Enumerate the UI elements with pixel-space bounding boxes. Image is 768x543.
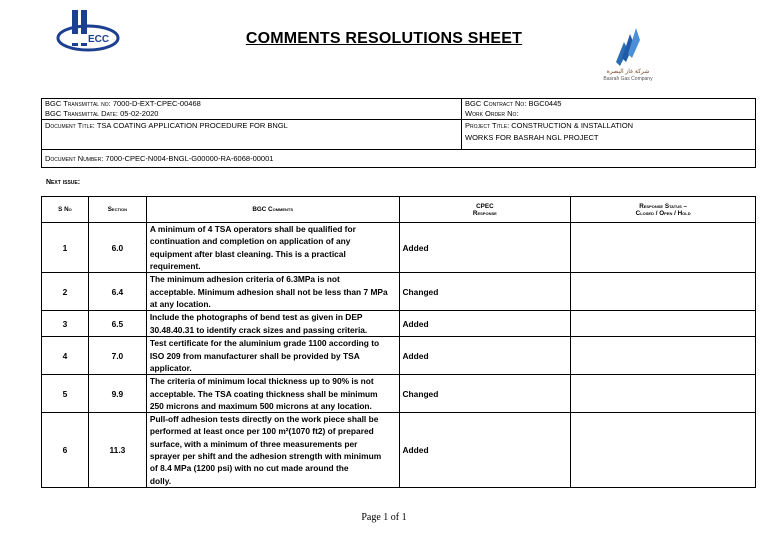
- row-section: 6.0: [88, 223, 146, 273]
- row-sno: 5: [42, 375, 89, 413]
- transmittal-date: BGC Transmittal Date: 05-02-2020: [45, 109, 159, 118]
- col-status-header: [571, 197, 756, 223]
- project-title-cell: [462, 120, 756, 150]
- transmittal-no: BGC Transmittal no: 7000-D-EXT-CPEC-00468: [45, 99, 201, 108]
- row-comment-line: 30.48.40.31 to identify crack sizes and passing criteria.: [149, 324, 368, 335]
- col-sno-header: S No: [42, 197, 89, 223]
- table-row: [42, 273, 756, 311]
- table-row: [42, 375, 756, 413]
- row-section: 9.9: [88, 375, 146, 413]
- project-title-line2: WORKS FOR BASRAH NGL PROJECT: [465, 133, 599, 142]
- row-comment-line: 250 microns and maximum 500 microns at any location.: [149, 400, 372, 411]
- row-comment-line: surface, with a minimum of three measurements per: [149, 438, 358, 449]
- row-status: [571, 311, 756, 337]
- row-comment-line: at any location.: [149, 298, 211, 309]
- row-comment: [146, 273, 399, 311]
- row-comment-line: Pull-off adhesion tests directly on the work piece shall be: [149, 414, 379, 425]
- row-comment-line: sprayer per shift and the adhesion strength with minimum: [149, 451, 382, 462]
- table-row: [42, 413, 756, 488]
- col-response-header: [399, 197, 571, 223]
- row-sno: 2: [42, 273, 89, 311]
- page-number: Page 1 of 1: [361, 512, 407, 523]
- row-comment-line: The minimum adhesion criteria of 6.3MPa is not: [149, 274, 340, 285]
- row-comment-line: requirement.: [149, 260, 201, 271]
- row-section: 7.0: [88, 337, 146, 375]
- row-comment: [146, 337, 399, 375]
- col-status-header-line2: Closed / Open / Hold: [635, 209, 691, 217]
- row-status: [571, 337, 756, 375]
- row-response: Added: [399, 311, 571, 337]
- row-response: Added: [399, 337, 571, 375]
- page-title: COMMENTS RESOLUTIONS SHEET: [245, 30, 523, 47]
- row-comment: [146, 311, 399, 337]
- row-status: [571, 273, 756, 311]
- project-title-line1: Project Title: CONSTRUCTION & INSTALLATION: [465, 121, 634, 130]
- contract-no: BGC Contract No: BGC0445: [465, 99, 562, 108]
- row-comment-line: Include the photographs of bend test as given in DEP: [149, 312, 363, 323]
- row-response: Changed: [399, 375, 571, 413]
- row-comment-line: Test certificate for the aluminium grade 1100 according to: [149, 338, 380, 349]
- table-row: [42, 337, 756, 375]
- document-number: Document Number: 7000-CPEC-N004-BNGL-G00000-RA-6068-00001: [45, 154, 274, 163]
- col-response-header-line1: CPEC: [476, 202, 494, 210]
- row-comment-line: continuation and completion on application of any: [149, 236, 351, 247]
- col-response-header-line2: Response: [472, 209, 497, 217]
- logo-arabic-text: شركة غاز البصرة: [606, 69, 650, 75]
- row-response: Changed: [399, 273, 571, 311]
- table-row: [42, 311, 756, 337]
- row-sno: 6: [42, 413, 89, 488]
- document-title-cell: [42, 120, 462, 150]
- basrah-gas-logo: [596, 22, 660, 84]
- row-section: 6.4: [88, 273, 146, 311]
- row-comment-line: acceptable. The TSA coating thickness shall be minimum: [149, 388, 378, 399]
- col-section-header: Section: [88, 197, 146, 223]
- row-comment-line: applicator.: [149, 362, 192, 373]
- row-comment-line: acceptable. Minimum adhesion shall not be less than 7 MPa: [149, 286, 388, 297]
- table-row: [42, 223, 756, 273]
- row-comment-line: of 8.4 MPa (1200 psi) with no cut made around the: [149, 463, 349, 474]
- row-response: Added: [399, 223, 571, 273]
- document-title: Document Title: TSA COATING APPLICATION PROCEDURE FOR BNGL: [45, 121, 288, 130]
- row-comment: [146, 223, 399, 273]
- work-order-no: Work Order No:: [465, 109, 519, 118]
- document-number-cell: [42, 150, 756, 168]
- row-comment-line: A minimum of 4 TSA operators shall be qualified for: [149, 224, 356, 234]
- row-sno: 3: [42, 311, 89, 337]
- col-status-header-line1: Response Status –: [639, 202, 688, 210]
- row-comment-line: dolly.: [149, 475, 172, 486]
- row-comment: [146, 375, 399, 413]
- row-comment-line: ISO 209 from manufacturer shall be provided by TSA: [149, 350, 360, 361]
- row-comment-line: equipment after blast cleaning. This is a practical: [149, 248, 346, 259]
- row-section: 11.3: [88, 413, 146, 488]
- col-comments-header: BGC Comments: [146, 197, 399, 223]
- row-comment-line: performed at least once per 100 m²(1070 ft2) of prepared: [149, 426, 374, 437]
- transmittal-cell: [42, 99, 462, 120]
- row-status: [571, 375, 756, 413]
- row-sno: 4: [42, 337, 89, 375]
- logo-english-text: Basrah Gas Company: [603, 76, 653, 82]
- row-section: 6.5: [88, 311, 146, 337]
- row-comment-line: The criteria of minimum local thickness up to 90% is not: [149, 376, 374, 387]
- table-header-row: [42, 197, 756, 223]
- contract-cell: [462, 99, 756, 120]
- row-status: [571, 413, 756, 488]
- document-info-table: [41, 98, 756, 168]
- row-sno: 1: [42, 223, 89, 273]
- next-issue-label: Next issue:: [46, 179, 81, 186]
- comments-table: [41, 196, 756, 488]
- row-response: Added: [399, 413, 571, 488]
- row-comment: [146, 413, 399, 488]
- ecc-logo-text: ECC: [88, 34, 110, 45]
- row-status: [571, 223, 756, 273]
